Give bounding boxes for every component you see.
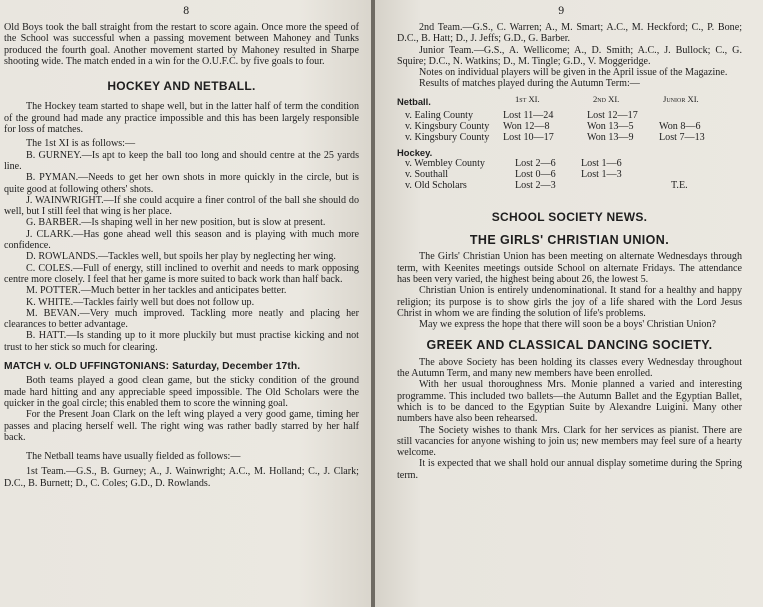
page-number: 9 [558,6,565,17]
result-cell: Won 13—9 [587,131,634,143]
heading-match: MATCH v. OLD UFFINGTONIANS: Saturday, December 17th. [4,361,301,373]
paragraph-dancing-2: With her usual thoroughness Mrs. Monie planned a varied and interesting programme. This included two ballets—the Autumn Ballet and the Egyptian Ballet, which is to be danced to the Egyptian Suite by Alexandre Luigini. Many other numbers have also been rehearsed. [397,379,742,425]
paragraph-dancing-1: The above Society has been holding its classes every Wednesday throughout the Autumn Term, and many new members have been enrolled. [397,356,742,380]
player-entry: B. HATT.—Is standing up to it more pluckily but must practise kicking and not trust to her stick so much for clearing. [4,330,359,353]
paragraph-second-team: 2nd Team.—G.S., C. Warren; A., M. Smart; A.C., M. Heckford; C., P. Bone; D.C., B. Hatt; D., J. Jeffs; G.D., G. Barber. [397,22,742,45]
player-entry: D. ROWLANDS.—Tackles well, but spoils her play by neglecting her wing. [26,251,336,263]
left-column [4,22,359,489]
paragraph-intro: Old Boys took the ball straight from the restart to score again. Once more the speed of the School was successful when a passing movement between Mahoney and Tunks produced the fourth goal. Another movement started by Mahoney resulted in Sharpe shooting wide. The match ended in a win for the O.U.F.C. by five goals to four. [4,22,359,67]
paragraph-christian-2: Christian Union is entirely undenominational. It stand for a healthy and happy religion; its purpose is to show girls the joy of a life shared with the Lord Jesus Christ in whom we are finding the solution of life's problems. [397,285,742,319]
paragraph-dancing-4: It is expected that we shall hold our annual display sometime during the Spring term. [397,458,742,481]
paragraph-christian-3: May we express the hope that there will soon be a boys' Christian Union? [419,319,716,331]
result-cell: Lost 11—24 [503,109,554,121]
left-page [0,0,373,607]
opponent-cell: v. Old Scholars [405,179,467,191]
result-cell: Won 8—6 [659,120,701,132]
column-header: 2nd XI. [593,93,620,104]
results-table [397,90,742,220]
heading-dancing-society: GREEK AND CLASSICAL DANCING SOCIETY. [426,338,713,353]
result-cell: Lost 0—6 [515,168,556,180]
paragraph-first-team: 1st Team.—G.S., B. Gurney; A., J. Wainwright; A.C., M. Holland; C., J. Clark; D.C., B. Burnett; D., C. Coles; G.D., D. Rowlands. [4,466,359,489]
section-label-netball: Netball. [397,95,431,107]
result-cell: Lost 7—13 [659,131,705,143]
paragraph-christian-1: The Girls' Christian Union has been meeting on alternate Wednesdays through term, with Keenites meetings outside School on alternate Fridays. The attendance has been very varied, the highest being about 26, the lowest 5. [397,251,742,285]
player-entry: C. COLES.—Full of energy, still inclined to overhit and needs to mark opposing centre more closely. I feel that her game is more suited to back work than half back. [4,262,359,285]
paragraph-match-1: Both teams played a good clean game, but the sticky condition of the ground made hard hitting and any appreciable speed impossible. The Old Scholars were the quicker in the goal circle; this enabled them to score the winning goal. [4,375,359,409]
paragraph-notes: Notes on individual players will be given in the April issue of the Magazine. [419,67,728,79]
result-cell: Lost 1—6 [581,157,622,169]
page-number: 8 [183,6,190,17]
opponent-cell: v. Wembley County [405,157,485,169]
right-page [375,0,763,607]
player-entry: J. WAINWRIGHT.—If she could acquire a finer control of the ball she should do well, but I still feel that wing is her place. [4,194,359,218]
result-cell: Lost 1—3 [581,168,622,180]
paragraph-results-intro: Results of matches played during the Autumn Term:— [419,78,640,90]
result-cell: Lost 2—6 [515,157,556,169]
result-cell: Won 12—8 [503,120,550,132]
paragraph-first-xi: The 1st XI is as follows:— [26,138,136,150]
player-entry: M. BEVAN.—Very much improved. Tackling more neatly and placing her clearances to better advantage. [4,307,359,331]
player-entry: B. PYMAN.—Needs to get her own shots in more quickly in the circle, but is quite good at following others' shots. [4,172,359,195]
column-header: Junior XI. [663,93,699,104]
player-entry: B. GURNEY.—Is apt to keep the ball too long and should centre at the 25 yards line. [4,149,360,172]
result-cell: Lost 12—17 [587,109,638,121]
paragraph-match-2: For the Present Joan Clark on the left wing played a very good game, timing her passes and placing herself well. The right wing was rather badly starred by her half back. [4,409,359,443]
heading-christian-union: THE GIRLS' CHRISTIAN UNION. [469,233,670,248]
column-header: 1st XI. [515,93,540,104]
result-cell: Lost 10—17 [503,131,554,143]
player-entry: G. BARBER.—Is shaping well in her new position, but is slow at present. [26,217,326,229]
heading-hockey-netball: HOCKEY AND NETBALL. [107,79,256,94]
opponent-cell: v. Southall [405,168,449,180]
opponent-cell: v. Ealing County [405,109,474,121]
opponent-cell: v. Kingsbury County [405,120,490,132]
result-cell: Won 13—5 [587,120,634,132]
paragraph-dancing-3: The Society wishes to thank Mrs. Clark for her services as pianist. There are still vacancies for anyone wishing to join us; new members may feel sure of a hearty welcome. [397,424,742,459]
right-column [397,22,742,481]
player-entry: J. CLARK.—Has gone ahead well this season and is playing with much more confidence. [4,228,359,252]
paragraph-junior-team: Junior Team.—G.S., A. Wellicome; A., D. Smith; A.C., J. Bullock; C., G. Squire; D.C., N. Watkins; D., M. Tingle; G.D., V. Moggeridge. [397,44,742,67]
section-label-hockey: Hockey. [397,146,433,158]
paragraph-hockey: The Hockey team started to shape well, but in the latter half of term the condition of the ground had made any practice impossible and this has been largely responsible for loss of matches. [4,101,359,136]
result-cell: Lost 2—3 [515,179,556,191]
opponent-cell: v. Kingsbury County [405,131,490,143]
paragraph-netball: The Netball teams have usually fielded as follows:— [26,451,241,463]
heading-school-society: SCHOOL SOCIETY NEWS. [491,209,648,224]
player-entry: M. POTTER.—Much better in her tackles and anticipates better. [26,285,287,297]
player-entry: K. WHITE.—Tackles fairly well but does not follow up. [26,296,255,308]
signature: T.E. [671,179,688,191]
